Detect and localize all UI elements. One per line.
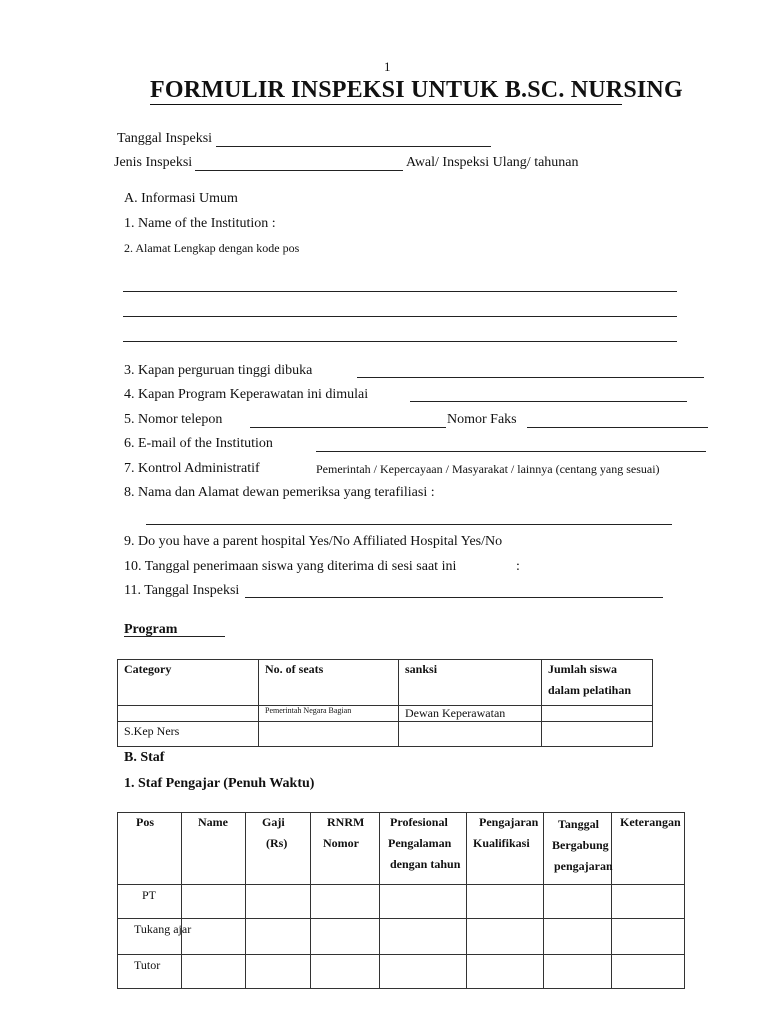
item-10-colon: : — [516, 559, 520, 574]
staff-header-rnrm: RNRM Nomor — [311, 813, 380, 885]
item-7-options: Pemerintah / Kepercayaan / Masyarakat / lainnya (centang yang sesuai) — [316, 462, 660, 476]
staff-cell[interactable] — [544, 955, 612, 989]
staff-cell[interactable] — [467, 885, 544, 919]
program-row-sanksi-cell[interactable] — [399, 722, 542, 747]
item-11-field[interactable] — [245, 597, 663, 598]
item-5-label: 5. Nomor telepon — [124, 412, 223, 427]
program-subrow-cell — [542, 706, 653, 722]
staff-cell[interactable] — [380, 919, 467, 955]
staff-cell[interactable] — [612, 885, 685, 919]
staff-header-tanggal: Tanggal Bergabung pengajaran — [544, 813, 612, 885]
page-title: FORMULIR INSPEKSI UNTUK B.SC. NURSING — [150, 77, 683, 103]
staff-cell[interactable] — [612, 955, 685, 989]
item-5-faks-field[interactable] — [527, 427, 708, 428]
staff-row-pt: PT — [118, 885, 182, 919]
page-number: 1 — [384, 59, 391, 74]
section-a-heading: A. Informasi Umum — [124, 191, 238, 206]
staff-header-pengajaran: Pengajaran Kualifikasi — [467, 813, 544, 885]
staff-header-name: Name — [182, 813, 246, 885]
staff-cell[interactable] — [380, 885, 467, 919]
item-5-telepon-field[interactable] — [250, 427, 446, 428]
program-header-sanksi: sanksi — [399, 660, 542, 706]
item-5-faks-label: Nomor Faks — [447, 412, 517, 427]
program-subrow-pemerintah: Pemerintah Negara Bagian — [259, 706, 399, 722]
item-4-field[interactable] — [410, 401, 687, 402]
staff-row-tukang-ajar: Tukang ajar — [118, 919, 182, 955]
staff-cell[interactable] — [467, 919, 544, 955]
item-6-email-field[interactable] — [316, 451, 706, 452]
item-6-label: 6. E-mail of the Institution — [124, 436, 273, 451]
item-10-label: 10. Tanggal penerimaan siswa yang diterima di sesi saat ini — [124, 559, 457, 574]
staff-cell[interactable] — [612, 919, 685, 955]
program-subrow-dewan: Dewan Keperawatan — [399, 706, 542, 722]
item-9-label: 9. Do you have a parent hospital Yes/No Affiliated Hospital Yes/No — [124, 534, 503, 549]
program-table — [117, 659, 653, 747]
program-header-category: Category — [118, 660, 259, 706]
tanggal-inspeksi-field[interactable] — [216, 146, 491, 147]
staff-cell[interactable] — [380, 955, 467, 989]
program-row-jumlah-cell[interactable] — [542, 722, 653, 747]
item-3-field[interactable] — [357, 377, 704, 378]
staff-row-tutor: Tutor — [118, 955, 182, 989]
program-subrow-cell — [118, 706, 259, 722]
item-8-field[interactable] — [146, 524, 672, 525]
program-row-seats-cell[interactable] — [259, 722, 399, 747]
staff-header-pos: Pos — [118, 813, 182, 885]
staff-cell[interactable] — [246, 885, 311, 919]
item-4-label: 4. Kapan Program Keperawatan ini dimulai — [124, 387, 369, 402]
staff-cell[interactable] — [467, 955, 544, 989]
item-7-label: 7. Kontrol Administratif — [124, 461, 260, 476]
item-3-label: 3. Kapan perguruan tinggi dibuka — [124, 363, 313, 378]
staff-cell[interactable] — [311, 919, 380, 955]
program-header-seats: No. of seats — [259, 660, 399, 706]
staff-header-gaji: Gaji (Rs) — [246, 813, 311, 885]
section-b-heading: B. Staf — [124, 750, 165, 765]
staff-header-profesional: Profesional Pengalaman dengan tahun — [380, 813, 467, 885]
jenis-inspeksi-field[interactable] — [195, 170, 403, 171]
program-heading-underline — [124, 636, 225, 637]
staff-cell[interactable] — [544, 885, 612, 919]
program-header-jumlah: Jumlah siswa dalam pelatihan — [542, 660, 653, 706]
staff-table — [117, 812, 685, 989]
staf-pengajar-heading: 1. Staf Pengajar (Penuh Waktu) — [124, 776, 315, 791]
title-underline — [150, 104, 622, 105]
alamat-line-3[interactable] — [123, 341, 677, 342]
program-row-label: S.Kep Ners — [118, 722, 259, 747]
staff-cell[interactable] — [246, 919, 311, 955]
alamat-line-1[interactable] — [123, 291, 677, 292]
item-2-alamat: 2. Alamat Lengkap dengan kode pos — [124, 241, 300, 255]
program-heading: Program — [124, 622, 178, 637]
alamat-line-2[interactable] — [123, 316, 677, 317]
jenis-inspeksi-label: Jenis Inspeksi — [114, 155, 193, 170]
staff-cell[interactable] — [311, 955, 380, 989]
item-11-label: 11. Tanggal Inspeksi — [124, 583, 240, 598]
staff-cell[interactable] — [311, 885, 380, 919]
tanggal-inspeksi-label: Tanggal Inspeksi — [117, 131, 213, 146]
jenis-inspeksi-options: Awal/ Inspeksi Ulang/ tahunan — [406, 155, 579, 170]
staff-cell[interactable] — [246, 955, 311, 989]
staff-cell[interactable] — [544, 919, 612, 955]
item-1-institution-name: 1. Name of the Institution : — [124, 216, 276, 231]
item-8-label: 8. Nama dan Alamat dewan pemeriksa yang terafiliasi : — [124, 485, 435, 500]
staff-header-keterangan: Keterangan — [612, 813, 685, 885]
